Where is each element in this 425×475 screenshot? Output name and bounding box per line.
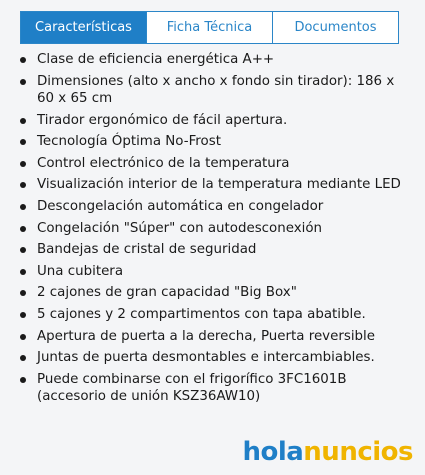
bullet-icon [20, 377, 26, 383]
list-item [15, 284, 410, 302]
features-list [15, 51, 410, 410]
list-item-text: Congelación "Súper" con autodesconexión [37, 220, 323, 236]
list-item-text: Tecnología Óptima No-Frost [37, 134, 221, 150]
list-item-text: Apertura de puerta a la derecha, Puerta reversible [37, 328, 376, 344]
list-item-text: Tirador ergonómico de fácil apertura. [37, 112, 288, 128]
list-item-text: Dimensiones (alto x ancho x fondo sin tirador): 186 x 60 x 65 cm [37, 73, 395, 107]
list-item-text: Bandejas de cristal de seguridad [37, 242, 257, 258]
bullet-icon [20, 139, 26, 145]
bullet-icon [20, 269, 26, 275]
list-item [15, 155, 410, 173]
bullet-icon [20, 204, 26, 210]
bullet-icon [20, 312, 26, 318]
list-item-text: Control electrónico de la temperatura [37, 155, 290, 171]
list-item [15, 133, 410, 151]
list-item [15, 349, 410, 367]
tab-caracteristicas[interactable]: Características [21, 12, 146, 43]
tab-bar [20, 11, 399, 44]
list-item-text: Clase de eficiencia energética A++ [37, 52, 275, 67]
list-item [15, 306, 410, 324]
bullet-icon [20, 334, 26, 340]
bullet-icon [20, 161, 26, 167]
list-item [15, 241, 410, 259]
bullet-icon [20, 118, 26, 124]
list-item [15, 328, 410, 346]
bullet-icon [20, 290, 26, 296]
bullet-icon [20, 226, 26, 232]
list-item-text: Una cubitera [37, 263, 124, 279]
watermark-part-1: hola [242, 437, 304, 467]
list-item-text: 2 cajones de gran capacidad "Big Box" [37, 285, 297, 301]
bullet-icon [20, 79, 26, 85]
list-item [15, 371, 410, 406]
list-item [15, 176, 410, 194]
list-item [15, 73, 410, 108]
tab-documentos[interactable]: Documentos [272, 12, 398, 43]
list-item-text: Puede combinarse con el frigorífico 3FC1601B (accesorio de unión KSZ36AW10) [37, 371, 347, 405]
list-item-text: Visualización interior de la temperatura mediante LED [37, 177, 401, 193]
bullet-icon [20, 182, 26, 188]
list-item [15, 263, 410, 281]
list-item [15, 112, 410, 130]
list-item-text: Descongelación automática en congelador [37, 199, 324, 215]
watermark-part-2: nuncios [303, 437, 413, 467]
tab-ficha-tecnica[interactable]: Ficha Técnica [146, 12, 272, 43]
bullet-icon [20, 355, 26, 361]
list-item [15, 198, 410, 216]
list-item [15, 220, 410, 238]
list-item-text: 5 cajones y 2 compartimentos con tapa abatible. [37, 307, 366, 323]
list-item-text: Juntas de puerta desmontables e intercambiables. [37, 350, 375, 366]
watermark-logo [242, 437, 413, 467]
bullet-icon [20, 247, 26, 253]
list-item [15, 51, 410, 69]
bullet-icon [20, 57, 26, 63]
